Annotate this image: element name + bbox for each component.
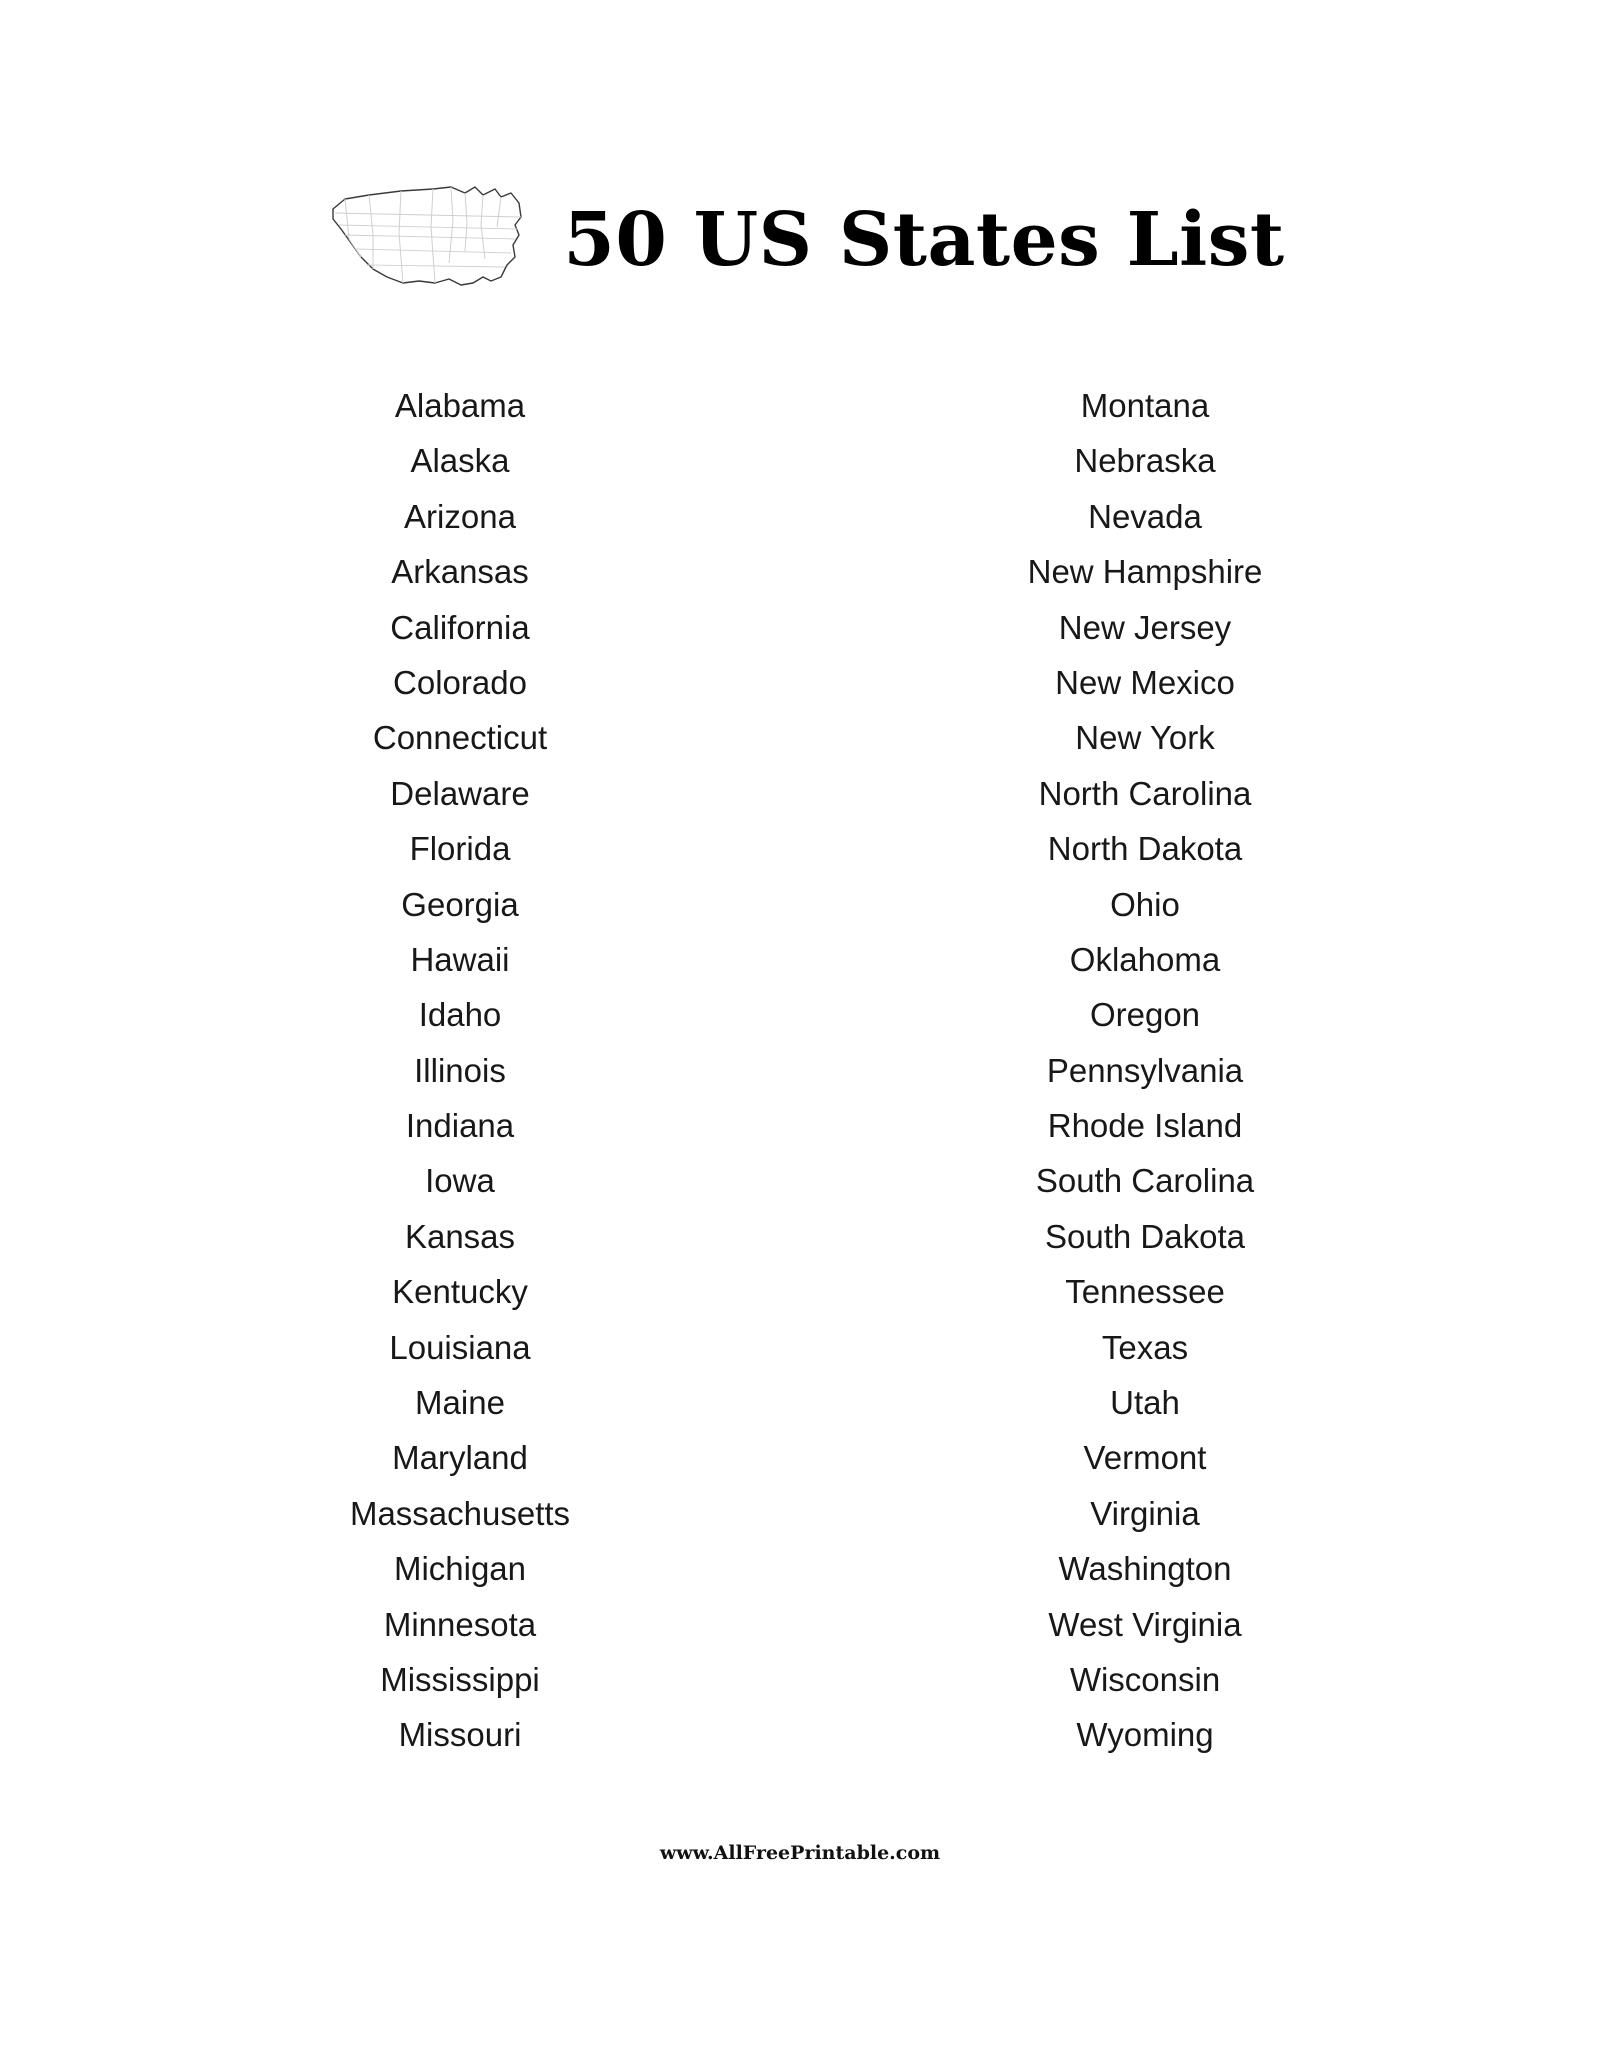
state-item: Louisiana: [389, 1328, 531, 1366]
state-item: Massachusetts: [349, 1494, 571, 1532]
state-item: Delaware: [390, 774, 530, 812]
state-item: Georgia: [401, 885, 519, 923]
state-item: Ohio: [1110, 885, 1180, 923]
state-item: Kansas: [404, 1217, 516, 1255]
state-item: Rhode Island: [1047, 1107, 1243, 1145]
state-item: Hawaii: [410, 940, 510, 978]
state-item: Alabama: [394, 387, 526, 424]
state-item: Iowa: [425, 1162, 495, 1200]
state-item: Oregon: [1089, 996, 1201, 1034]
states-column-right: [800, 378, 1600, 1763]
state-item: North Dakota: [1047, 830, 1243, 868]
state-item: Indiana: [405, 1107, 515, 1145]
state-item: Tennessee: [1065, 1273, 1225, 1311]
page-title: 50 US States List: [563, 197, 1285, 283]
state-item: New Mexico: [1055, 663, 1235, 701]
state-item: Utah: [1110, 1384, 1180, 1422]
page-footer: [0, 1842, 1600, 1864]
state-item: South Dakota: [1045, 1217, 1245, 1255]
state-item: Vermont: [1083, 1439, 1207, 1477]
state-item: New Jersey: [1058, 608, 1232, 646]
state-item: Montana: [1080, 387, 1210, 424]
state-item: Florida: [409, 830, 511, 868]
state-item: Wisconsin: [1069, 1660, 1221, 1698]
state-item: Nevada: [1088, 497, 1202, 535]
states-column-left: [0, 378, 800, 1763]
state-item: West Virginia: [1048, 1605, 1242, 1643]
state-item: Arkansas: [391, 553, 529, 591]
state-item: Maine: [415, 1384, 505, 1422]
state-item: Kentucky: [392, 1273, 528, 1311]
state-item: Mississippi: [380, 1660, 540, 1698]
state-item: Wyoming: [1076, 1716, 1214, 1754]
state-item: Illinois: [414, 1051, 506, 1089]
footer-website-text: www.AllFreePrintable.com: [659, 1842, 941, 1864]
state-item: Oklahoma: [1069, 940, 1221, 978]
state-item: New Hampshire: [1027, 553, 1263, 591]
us-map-outline-icon: [315, 173, 535, 313]
state-item: Texas: [1101, 1328, 1189, 1366]
states-list: [0, 378, 1600, 1763]
state-item: Michigan: [393, 1550, 527, 1588]
state-item: Nebraska: [1074, 442, 1216, 480]
state-item: Alaska: [410, 442, 510, 480]
state-item: New York: [1075, 719, 1215, 757]
state-item: Minnesota: [383, 1605, 537, 1643]
header-inner: [315, 173, 1284, 313]
state-item: South Carolina: [1035, 1162, 1255, 1200]
state-item: Missouri: [398, 1716, 522, 1754]
state-item: Maryland: [392, 1439, 528, 1477]
page-header: [0, 168, 1600, 318]
state-item: California: [390, 608, 530, 646]
state-item: Colorado: [393, 663, 527, 701]
state-item: Arizona: [404, 497, 516, 535]
state-item: Idaho: [418, 996, 502, 1034]
state-item: North Carolina: [1038, 774, 1252, 812]
state-item: Connecticut: [372, 719, 548, 757]
state-item: Pennsylvania: [1046, 1051, 1244, 1089]
state-item: Virginia: [1090, 1494, 1200, 1532]
state-item: Washington: [1058, 1550, 1232, 1588]
